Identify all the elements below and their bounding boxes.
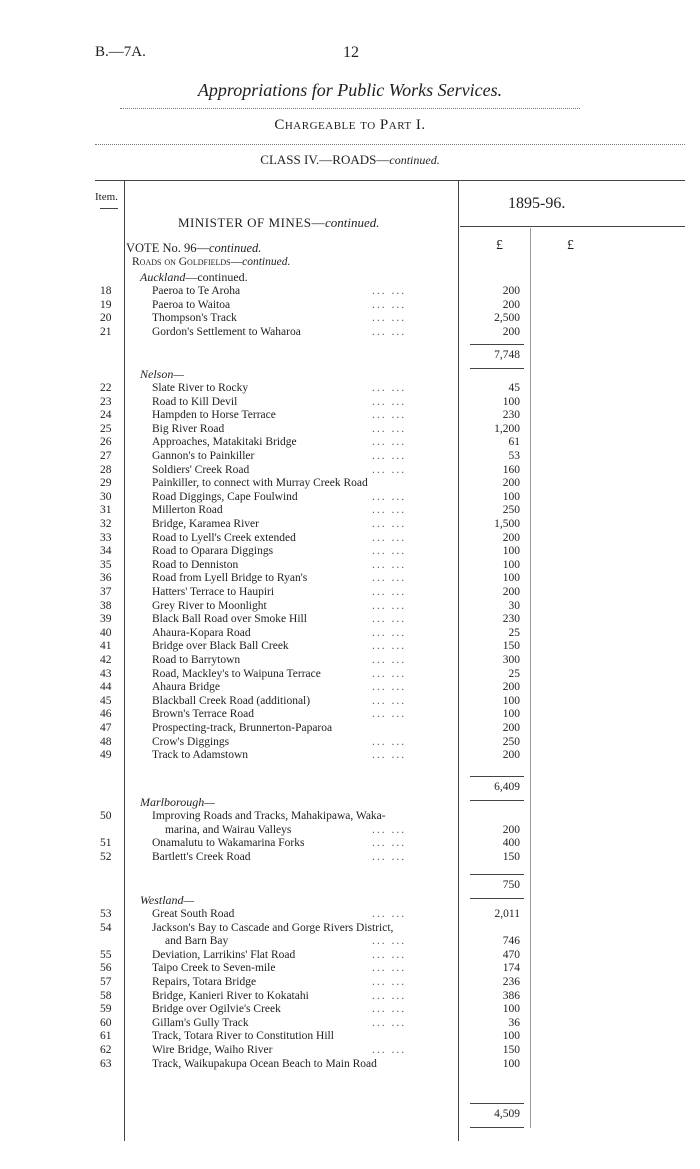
item-number: 29 xyxy=(100,477,112,490)
item-number: 53 xyxy=(100,908,112,920)
item-description: Taipo Creek to Seven-mile xyxy=(152,962,276,975)
item-description: Road to Lyell's Creek extended xyxy=(152,531,296,544)
item-number: 51 xyxy=(100,837,112,850)
item-description: Big River Road xyxy=(152,422,225,435)
item-amount: 2,011 xyxy=(494,908,520,920)
item-description: Wire Bridge, Waiho River xyxy=(152,1044,273,1056)
item-description: Bridge over Ogilvie's Creek xyxy=(152,1003,281,1016)
leader-dots: ... ... xyxy=(372,948,407,961)
leader-dots: ... ... xyxy=(372,436,407,449)
item-description: Thompson's Track xyxy=(152,312,237,325)
item-amount: 25 xyxy=(508,667,520,680)
item-column-header: Item. xyxy=(95,191,118,203)
leader-dots: ... ... xyxy=(372,586,407,598)
leader-dots: ... ... xyxy=(372,463,407,476)
item-description: Bridge, Kanieri River to Kokatahi xyxy=(152,989,309,1002)
minister-continued: continued. xyxy=(324,215,380,230)
class-heading xyxy=(0,152,700,168)
item-number: 63 xyxy=(100,1057,112,1070)
item-amount: 200 xyxy=(502,285,520,297)
item-amount: 200 xyxy=(502,681,520,694)
leader-dots: ... ... xyxy=(372,545,407,558)
item-amount: 30 xyxy=(508,599,520,612)
item-number: 56 xyxy=(100,962,112,975)
item-description: Great South Road xyxy=(152,908,235,920)
item-amount: 1,200 xyxy=(494,422,520,435)
leader-dots: ... ... xyxy=(372,599,407,612)
leader-dots: ... ... xyxy=(372,626,407,639)
item-description: Road to Oparara Diggings xyxy=(152,545,274,558)
table-row xyxy=(0,558,700,572)
leader-dots: ... ... xyxy=(372,613,407,626)
item-header-rule xyxy=(100,208,118,209)
item-number: 39 xyxy=(100,613,112,626)
vote-heading xyxy=(126,241,261,256)
item-amount: 61 xyxy=(508,436,520,449)
item-amount: 470 xyxy=(502,948,520,961)
item-number: 32 xyxy=(100,518,112,530)
item-amount: 200 xyxy=(502,586,520,598)
item-description: Prospecting-track, Brunnerton-Paparoa xyxy=(152,722,333,734)
leader-dots: ... ... xyxy=(372,1044,407,1056)
item-amount: 150 xyxy=(502,640,520,653)
marlborough-total: 750 xyxy=(502,879,520,891)
table-row xyxy=(0,571,700,585)
item-description: Gordon's Settlement to Waharoa xyxy=(152,325,301,338)
leader-dots: ... ... xyxy=(372,490,407,503)
page-number: 12 xyxy=(343,44,359,61)
item-number: 30 xyxy=(100,490,112,503)
item-number: 48 xyxy=(100,735,112,748)
table-row xyxy=(0,1016,700,1030)
item-description: Black Ball Road over Smoke Hill xyxy=(152,613,307,626)
table-row xyxy=(0,503,700,517)
table-row xyxy=(0,989,700,1003)
item-description-continued: marina, and Wairau Valleys xyxy=(165,823,292,836)
marlborough-total-rule xyxy=(470,874,524,875)
section-heading-auckland xyxy=(140,270,248,285)
item-amount: 746 xyxy=(502,935,520,948)
table-top-rule xyxy=(95,180,685,181)
table-row xyxy=(0,544,700,558)
item-amount: 200 xyxy=(502,722,520,734)
class-continued: continued. xyxy=(389,153,440,167)
table-row xyxy=(0,748,700,762)
leader-dots: ... ... xyxy=(372,989,407,1002)
item-description: Millerton Road xyxy=(152,504,223,517)
item-amount: 36 xyxy=(508,1016,520,1029)
leader-dots: ... ... xyxy=(372,1016,407,1029)
item-amount: 100 xyxy=(502,395,520,408)
item-number: 37 xyxy=(100,586,112,598)
minister-line: MINISTER OF MINES— xyxy=(178,215,325,230)
table-row xyxy=(0,463,700,477)
leader-dots: ... ... xyxy=(372,518,407,530)
section-heading-nelson: Nelson— xyxy=(140,367,185,381)
table-row xyxy=(0,1029,700,1043)
item-description: Grey River to Moonlight xyxy=(152,599,267,612)
table-row xyxy=(0,298,700,312)
item-description: Onamalutu to Wakamarina Forks xyxy=(152,837,305,850)
leader-dots: ... ... xyxy=(372,823,407,836)
item-number: 31 xyxy=(100,504,112,517)
item-description: Road from Lyell Bridge to Ryan's xyxy=(152,572,308,585)
item-amount: 2,500 xyxy=(494,312,520,325)
table-row xyxy=(0,907,700,921)
item-description: Blackball Creek Road (additional) xyxy=(152,694,311,707)
table-row xyxy=(0,836,700,850)
item-number: 59 xyxy=(100,1003,112,1016)
table-row xyxy=(0,735,700,749)
marlborough-total-underline xyxy=(470,898,524,899)
table-row xyxy=(0,408,700,422)
item-number: 55 xyxy=(100,948,112,961)
westland-total: 4,509 xyxy=(494,1108,520,1120)
item-number: 19 xyxy=(100,298,112,311)
table-row xyxy=(0,975,700,989)
section-heading-westland: Westland— xyxy=(140,893,195,907)
item-description: Slate River to Rocky xyxy=(152,382,249,394)
table-row xyxy=(0,1002,700,1016)
table-row xyxy=(0,961,700,975)
item-number: 26 xyxy=(100,436,112,449)
item-amount: 100 xyxy=(502,708,520,721)
item-amount: 150 xyxy=(502,1044,520,1056)
item-description: Bridge, Karamea River xyxy=(152,518,259,530)
item-description: Deviation, Larrikins' Flat Road xyxy=(152,948,296,961)
item-amount: 230 xyxy=(502,613,520,626)
pound-sign-2: £ xyxy=(567,238,574,253)
leader-dots: ... ... xyxy=(372,409,407,422)
item-description: Hatters' Terrace to Haupiri xyxy=(152,586,275,598)
table-row xyxy=(0,612,700,626)
leader-dots: ... ... xyxy=(372,935,407,948)
minister-heading xyxy=(178,215,379,231)
leader-dots: ... ... xyxy=(372,285,407,297)
item-number: 58 xyxy=(100,989,112,1002)
item-description: Improving Roads and Tracks, Mahakipawa, Waka- xyxy=(152,810,386,822)
leader-dots: ... ... xyxy=(372,976,407,988)
table-row xyxy=(0,680,700,694)
table-row xyxy=(0,1057,700,1071)
item-description: Ahaura Bridge xyxy=(152,681,221,694)
table-row xyxy=(0,381,700,395)
item-number: 27 xyxy=(100,450,112,462)
item-amount: 25 xyxy=(508,626,520,639)
item-description: Track to Adamstown xyxy=(152,749,249,762)
leader-dots: ... ... xyxy=(372,572,407,585)
year-column-header: 1895-96. xyxy=(508,195,566,212)
table-row xyxy=(0,667,700,681)
item-description: Brown's Terrace Road xyxy=(152,708,254,721)
item-description: Gillam's Gully Track xyxy=(152,1016,249,1029)
item-number: 22 xyxy=(100,382,112,394)
item-amount: 200 xyxy=(502,531,520,544)
leader-dots: ... ... xyxy=(372,422,407,435)
item-description: Track, Waikupakupa Ocean Beach to Main Road xyxy=(152,1057,377,1070)
table-row-continuation xyxy=(0,823,700,837)
item-description: Paeroa to Waitoa xyxy=(152,298,231,311)
nelson-total-rule xyxy=(470,776,524,777)
table-row xyxy=(0,809,700,823)
leader-dots: ... ... xyxy=(372,312,407,325)
item-amount: 386 xyxy=(502,989,520,1002)
item-number: 23 xyxy=(100,395,112,408)
item-number: 40 xyxy=(100,626,112,639)
item-amount: 1,500 xyxy=(494,518,520,530)
item-description: Painkiller, to connect with Murray Creek Road xyxy=(152,477,368,490)
item-description: Crow's Diggings xyxy=(152,735,230,748)
table-row xyxy=(0,311,700,325)
item-description-continued: and Barn Bay xyxy=(165,935,229,948)
item-description: Bartlett's Creek Road xyxy=(152,850,251,863)
nelson-total: 6,409 xyxy=(494,781,520,793)
leader-dots: ... ... xyxy=(372,531,407,544)
table-row xyxy=(0,435,700,449)
item-number: 45 xyxy=(100,694,112,707)
table-row xyxy=(0,284,700,298)
table-row xyxy=(0,517,700,531)
item-amount: 400 xyxy=(502,837,520,850)
table-row xyxy=(0,707,700,721)
item-number: 34 xyxy=(100,545,112,558)
leader-dots: ... ... xyxy=(372,382,407,394)
pound-sign-1: £ xyxy=(496,238,503,253)
table-row xyxy=(0,599,700,613)
leader-dots: ... ... xyxy=(372,395,407,408)
item-amount: 100 xyxy=(502,1003,520,1016)
item-number: 52 xyxy=(100,850,112,863)
item-number: 25 xyxy=(100,422,112,435)
table-row xyxy=(0,585,700,599)
leader-dots: ... ... xyxy=(372,325,407,338)
table-row xyxy=(0,639,700,653)
item-number: 36 xyxy=(100,572,112,585)
leader-dots: ... ... xyxy=(372,708,407,721)
item-amount: 300 xyxy=(502,654,520,666)
table-row xyxy=(0,325,700,339)
westland-total-underline xyxy=(470,1127,524,1128)
item-amount: 100 xyxy=(502,1030,520,1043)
westland-total-rule xyxy=(470,1103,524,1104)
leader-dots: ... ... xyxy=(372,694,407,707)
item-amount: 200 xyxy=(502,477,520,490)
table-row xyxy=(0,531,700,545)
item-number: 41 xyxy=(100,640,112,653)
title-rule xyxy=(120,108,580,109)
item-amount: 250 xyxy=(502,504,520,517)
roads-heading xyxy=(132,256,290,268)
item-amount: 160 xyxy=(502,463,520,476)
item-description: Jackson's Bay to Cascade and Gorge Rivers District, xyxy=(152,921,394,934)
table-row-continuation xyxy=(0,934,700,948)
item-amount: 45 xyxy=(508,382,520,394)
document-reference: B.—7A. xyxy=(95,44,146,60)
table-row xyxy=(0,850,700,864)
table-row xyxy=(0,653,700,667)
table-row xyxy=(0,449,700,463)
vote-continued: continued. xyxy=(208,241,262,255)
table-row xyxy=(0,948,700,962)
item-description: Road to Barrytown xyxy=(152,654,241,666)
item-description: Bridge over Black Ball Creek xyxy=(152,640,289,653)
item-number: 28 xyxy=(100,463,112,476)
item-amount: 100 xyxy=(502,1057,520,1070)
item-description: Road Diggings, Cape Foulwind xyxy=(152,490,298,503)
leader-dots: ... ... xyxy=(372,735,407,748)
auckland-total-underline xyxy=(470,368,524,369)
item-description: Road, Mackley's to Waipuna Terrace xyxy=(152,667,321,680)
item-amount: 100 xyxy=(502,545,520,558)
leader-dots: ... ... xyxy=(372,837,407,850)
leader-dots: ... ... xyxy=(372,908,407,920)
year-header-rule xyxy=(460,226,685,227)
auckland-total-rule xyxy=(470,344,524,345)
item-amount: 200 xyxy=(502,325,520,338)
auckland-total: 7,748 xyxy=(494,349,520,361)
item-number: 24 xyxy=(100,409,112,422)
item-amount: 150 xyxy=(502,850,520,863)
item-amount: 100 xyxy=(502,490,520,503)
nelson-total-underline xyxy=(470,800,524,801)
leader-dots: ... ... xyxy=(372,298,407,311)
auckland-continued: —continued. xyxy=(185,270,248,284)
auckland-label: Auckland xyxy=(140,270,186,284)
chargeable-rule xyxy=(95,144,685,145)
item-amount: 230 xyxy=(502,409,520,422)
item-description: Approaches, Matakitaki Bridge xyxy=(152,436,297,449)
item-number: 47 xyxy=(100,722,112,734)
item-amount: 200 xyxy=(502,749,520,762)
item-description: Track, Totara River to Constitution Hill xyxy=(152,1030,334,1043)
item-number: 50 xyxy=(100,810,112,822)
leader-dots: ... ... xyxy=(372,504,407,517)
item-description: Hampden to Horse Terrace xyxy=(152,409,276,422)
item-number: 44 xyxy=(100,681,112,694)
item-number: 49 xyxy=(100,749,112,762)
item-number: 61 xyxy=(100,1030,112,1043)
table-row xyxy=(0,476,700,490)
table-row xyxy=(0,490,700,504)
vote-line: VOTE No. 96— xyxy=(126,241,209,255)
table-row xyxy=(0,921,700,935)
item-amount: 100 xyxy=(502,558,520,571)
item-description: Paeroa to Te Aroha xyxy=(152,285,241,297)
table-row xyxy=(0,694,700,708)
chargeable-heading: Chargeable to Part I. xyxy=(274,117,426,133)
item-description: Gannon's to Painkiller xyxy=(152,450,255,462)
leader-dots: ... ... xyxy=(372,640,407,653)
item-description: Soldiers' Creek Road xyxy=(152,463,250,476)
item-number: 60 xyxy=(100,1016,112,1029)
item-amount: 174 xyxy=(502,962,520,975)
leader-dots: ... ... xyxy=(372,450,407,462)
item-number: 62 xyxy=(100,1044,112,1056)
item-number: 43 xyxy=(100,667,112,680)
item-description: Road to Kill Devil xyxy=(152,395,238,408)
item-number: 42 xyxy=(100,654,112,666)
table-row xyxy=(0,626,700,640)
table-row xyxy=(0,395,700,409)
item-number: 38 xyxy=(100,599,112,612)
leader-dots: ... ... xyxy=(372,681,407,694)
leader-dots: ... ... xyxy=(372,558,407,571)
leader-dots: ... ... xyxy=(372,1003,407,1016)
roads-continued: continued. xyxy=(242,256,291,268)
item-number: 57 xyxy=(100,976,112,988)
item-number: 35 xyxy=(100,558,112,571)
leader-dots: ... ... xyxy=(372,667,407,680)
item-number: 46 xyxy=(100,708,112,721)
class-line: CLASS IV.—ROADS— xyxy=(260,152,390,167)
table-row xyxy=(0,422,700,436)
page-title: Appropriations for Public Works Services. xyxy=(197,80,503,100)
item-number: 33 xyxy=(100,531,112,544)
item-amount: 200 xyxy=(502,823,520,836)
leader-dots: ... ... xyxy=(372,749,407,762)
item-description: Ahaura-Kopara Road xyxy=(152,626,251,639)
leader-dots: ... ... xyxy=(372,850,407,863)
section-heading-marlborough: Marlborough— xyxy=(140,795,215,809)
item-amount: 236 xyxy=(502,976,520,988)
table-row xyxy=(0,1043,700,1057)
item-amount: 250 xyxy=(502,735,520,748)
item-number: 21 xyxy=(100,325,112,338)
roads-line: Roads on Goldfields— xyxy=(132,256,243,268)
item-description: Road to Denniston xyxy=(152,558,239,571)
table-row xyxy=(0,721,700,735)
item-description: Repairs, Totara Bridge xyxy=(152,976,257,988)
item-number: 18 xyxy=(100,285,112,297)
item-amount: 53 xyxy=(508,450,520,462)
item-number: 54 xyxy=(100,921,112,934)
item-number: 20 xyxy=(100,312,112,325)
leader-dots: ... ... xyxy=(372,654,407,666)
item-amount: 200 xyxy=(502,298,520,311)
leader-dots: ... ... xyxy=(372,962,407,975)
item-amount: 100 xyxy=(502,694,520,707)
item-amount: 100 xyxy=(502,572,520,585)
